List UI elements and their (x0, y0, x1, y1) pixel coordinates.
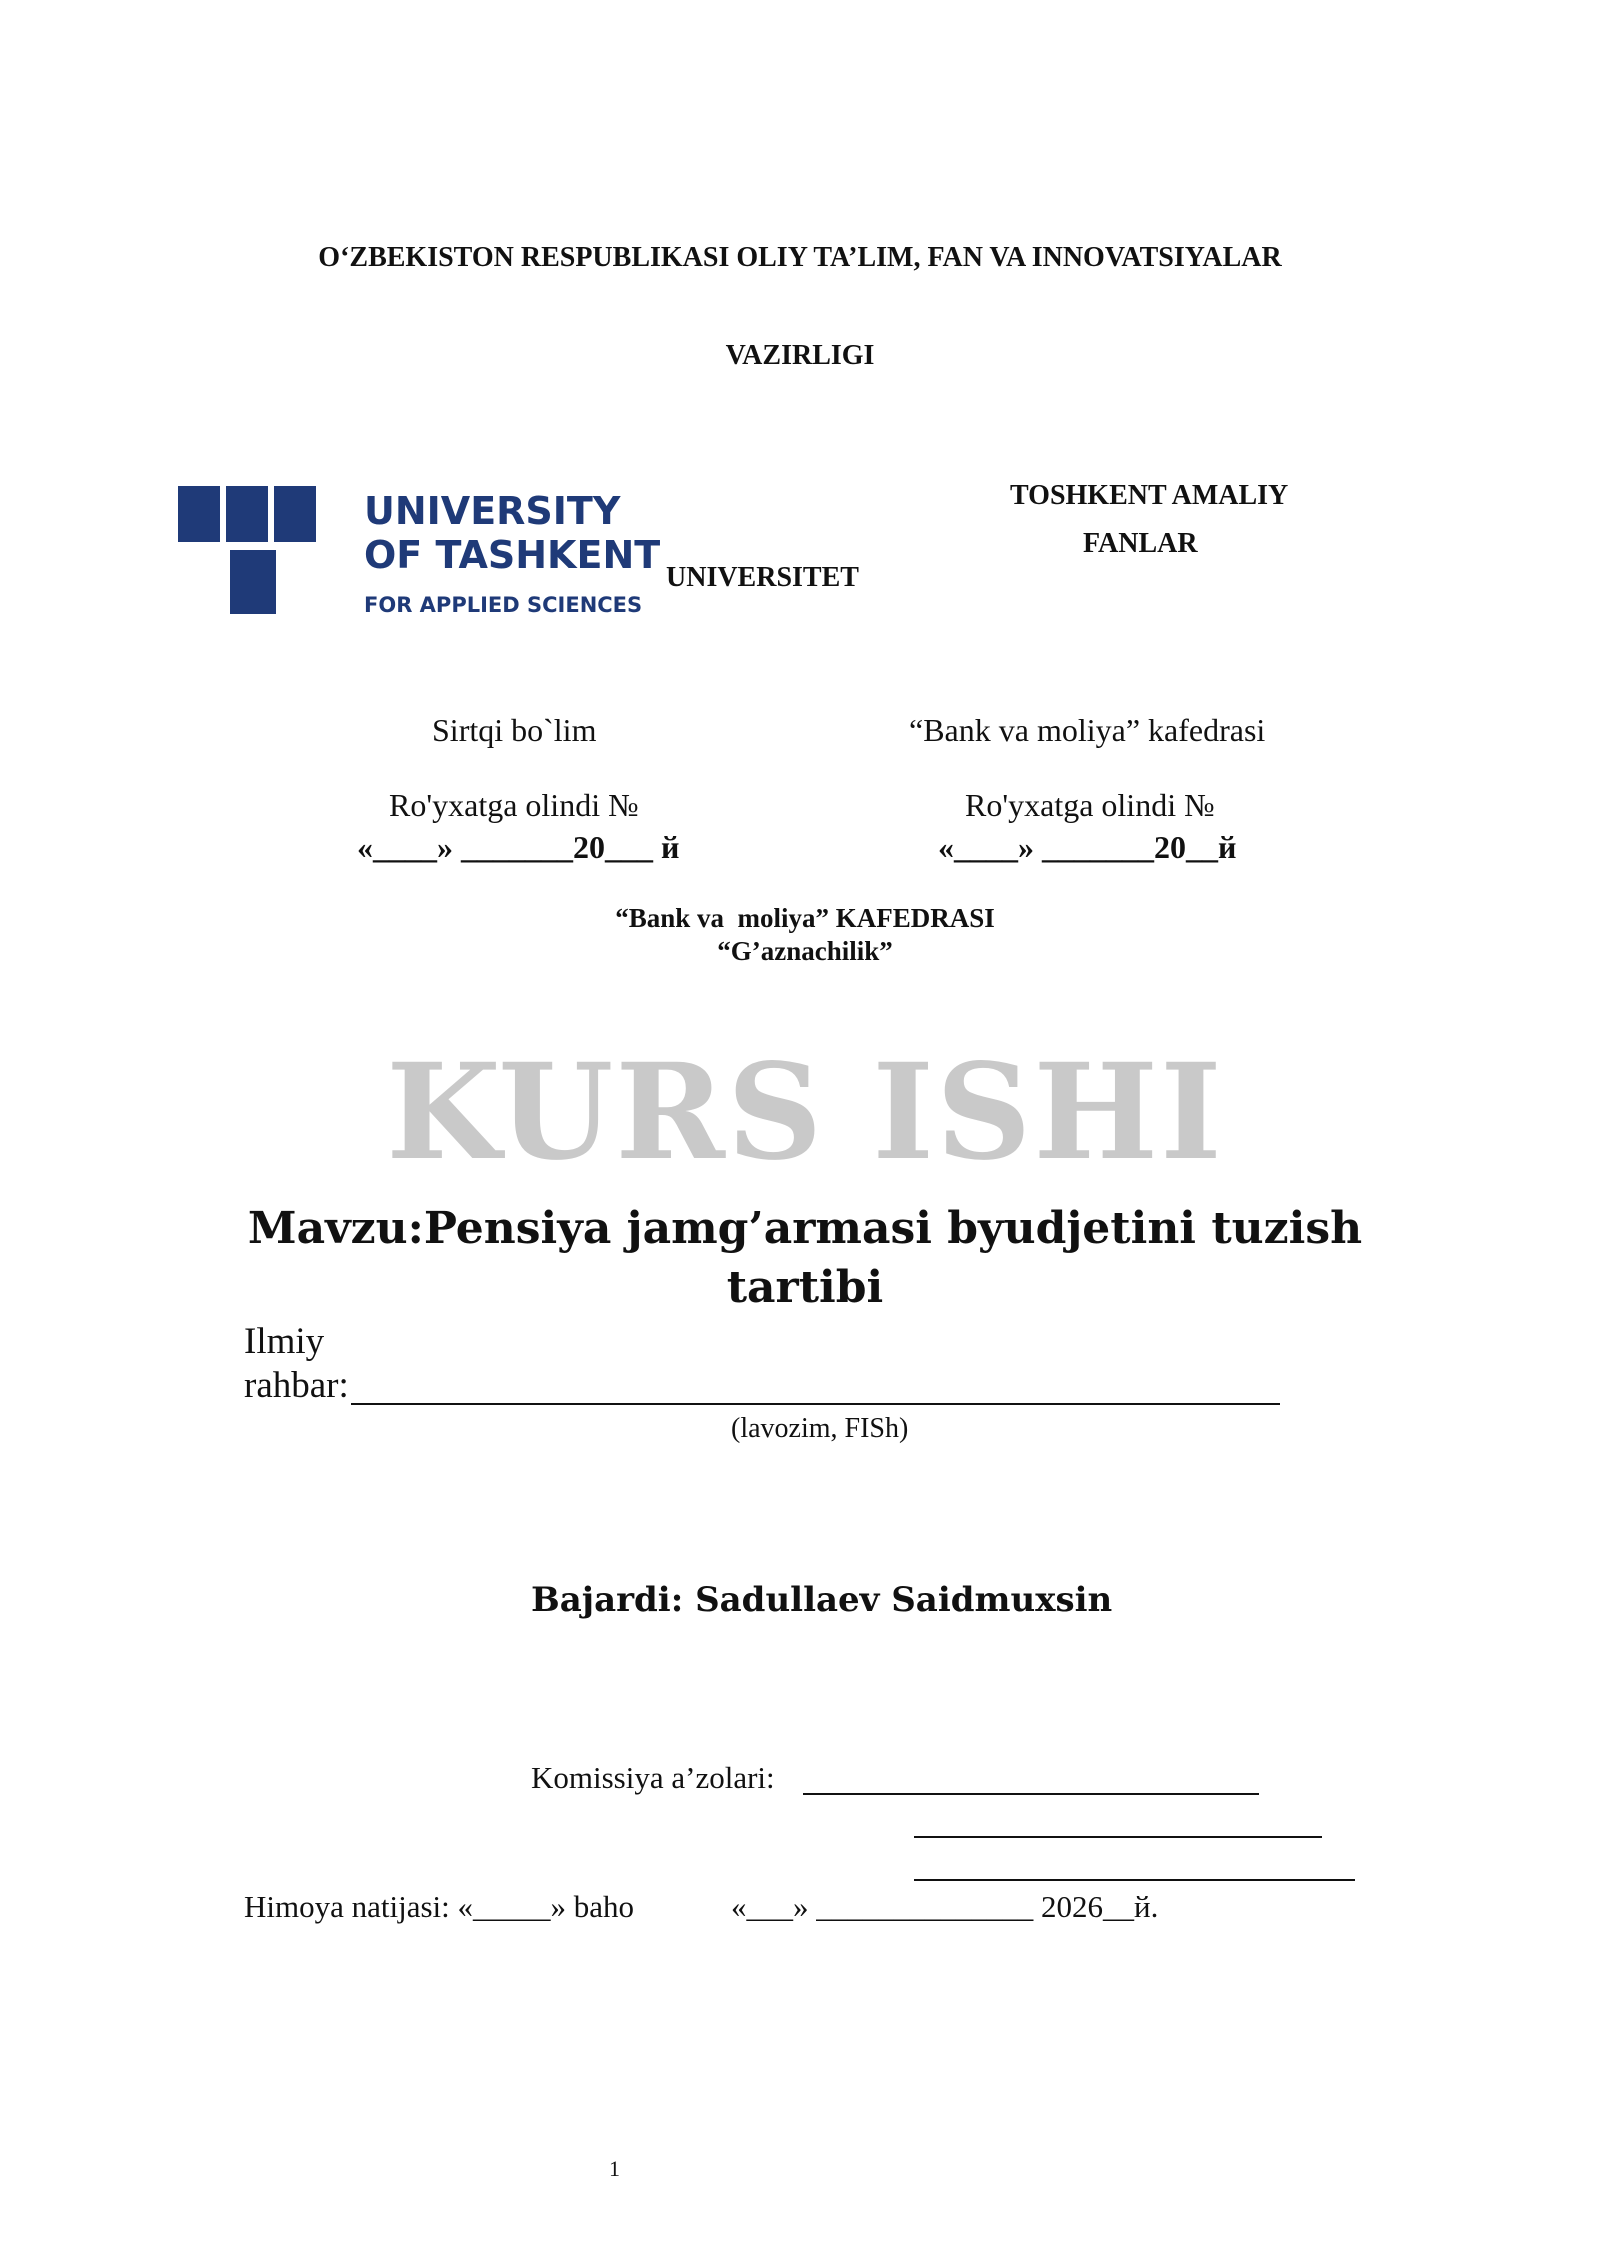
logo-text-line1: UNIVERSITY (364, 489, 621, 533)
university-logo-mark-icon (178, 480, 661, 620)
topic-title-line1: Mavzu:Pensiya jamg’armasi byudjetini tuzish (247, 1203, 1363, 1254)
supervisor-label-line2: rahbar: (244, 1365, 349, 1406)
defense-date: «___» ______________ 2026__й. (731, 1889, 1159, 1924)
commission-signature-line-2 (914, 1836, 1322, 1838)
logo-text-line2: OF TASHKENT (364, 533, 661, 577)
ministry-title-line2: VAZIRLIGI (725, 340, 875, 371)
kafedra-title: “Bank va moliya” KAFEDRASI (615, 903, 995, 933)
author-line: Bajardi: Sadullaev Saidmuxsin (531, 1580, 1113, 1620)
logo-text-line3: FOR APPLIED SCIENCES (364, 593, 643, 617)
university-name-line3: UNIVERSITET (666, 562, 859, 593)
topic-title-line2: tartibi (726, 1262, 884, 1313)
registration-left-date: «____» _______20___ й (357, 829, 680, 865)
supervisor-signature-line (351, 1403, 1280, 1405)
department-left: Sirtqi bo`lim (432, 712, 597, 748)
department-right: “Bank va moliya” kafedrasi (909, 712, 1266, 748)
university-name-line1: TOSHKENT AMALIY (1010, 480, 1289, 511)
commission-label: Komissiya a’zolari: (531, 1760, 775, 1795)
kafedra-subject: “G’aznachilik” (717, 936, 893, 966)
registration-right-date: «____» _______20__й (938, 829, 1237, 865)
university-name-line2: FANLAR (1083, 528, 1198, 559)
page-number: 1 (609, 2156, 620, 2181)
supervisor-label-line1: Ilmiy (244, 1321, 325, 1362)
university-logo (178, 480, 661, 620)
registration-right-label: Ro'yxatga olindi № (965, 787, 1215, 823)
ministry-title-line1: O‘ZBEKISTON RESPUBLIKASI OLIY TA’LIM, FAN VA INNOVATSIYALAR (318, 242, 1282, 273)
commission-signature-line-1 (803, 1793, 1259, 1795)
defense-result: Himoya natijasi: «_____» baho (244, 1889, 635, 1924)
supervisor-caption: (lavozim, FISh) (731, 1413, 909, 1444)
commission-signature-line-3 (914, 1879, 1355, 1881)
document-type-heading: KURS ISHI (386, 1035, 1224, 1190)
registration-left-label: Ro'yxatga olindi № (389, 787, 639, 823)
